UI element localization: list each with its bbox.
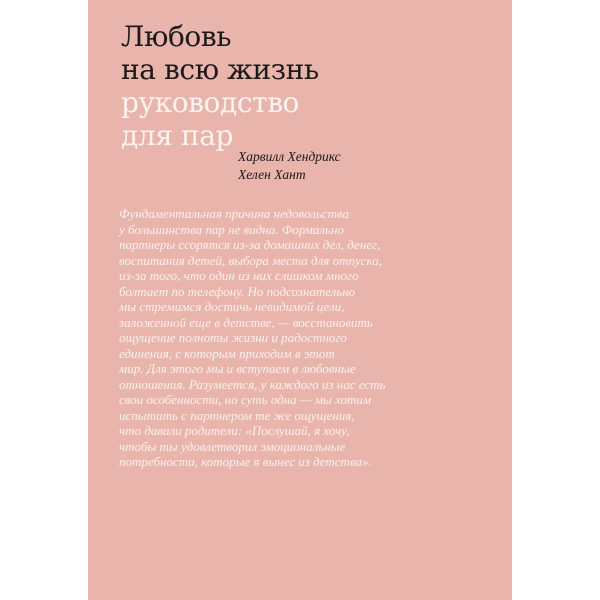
book-cover [88, 0, 512, 600]
blurb-line: чтобы ты удовлетворил эмоциональные [119, 438, 346, 454]
blurb-line: болтает по телефону. Но подсознательно [119, 283, 356, 299]
blurb-line: заложенной еще в детстве, — восстановить [119, 314, 373, 330]
title-line-2: на всю жизнь [121, 53, 319, 86]
author-2: Хелен Хант [238, 167, 306, 182]
authors [238, 148, 341, 184]
blurb-line: Фундаментальная причина недовольства [119, 206, 349, 221]
blurb-line: у большинства пар не видна. Формально [119, 221, 344, 237]
blurb-line: партнеры ссорятся из-за домашних дел, денег, [119, 237, 381, 252]
subtitle-line-1: руководство [121, 86, 300, 119]
blurb-line: мир. Для этого мы и вступаем в любовные [119, 361, 356, 376]
cover-blurb [119, 206, 439, 470]
blurb-line: испытать с партнером те же ощущения, [119, 407, 355, 423]
blurb-line: свои особенности, но суть одна — мы хотим [119, 392, 372, 407]
blurb-line: что давали родители: «Послушай, я хочу, [119, 423, 350, 438]
blurb-line: воспитания детей, выбора места для отпуска, [119, 252, 383, 268]
author-1: Харвилл Хендрикс [238, 149, 341, 164]
blurb-line: мы стремимся достичь невидимой цели, [119, 299, 345, 314]
title-line-1: Любовь [121, 20, 232, 53]
blurb-line: потребности, которые я вынес из детства». [119, 454, 372, 469]
blurb-line: единения, с которым приходим в этот [119, 345, 335, 361]
subtitle-line-2: для пар [121, 119, 234, 152]
blurb-line: отношения. Разумеется, у каждого из нас есть [119, 376, 386, 392]
book-title [121, 20, 501, 152]
blurb-line: ощущение полноты жизни и радостного [119, 330, 347, 345]
blurb-line: из-за того, что один из них слишком много [119, 268, 359, 283]
